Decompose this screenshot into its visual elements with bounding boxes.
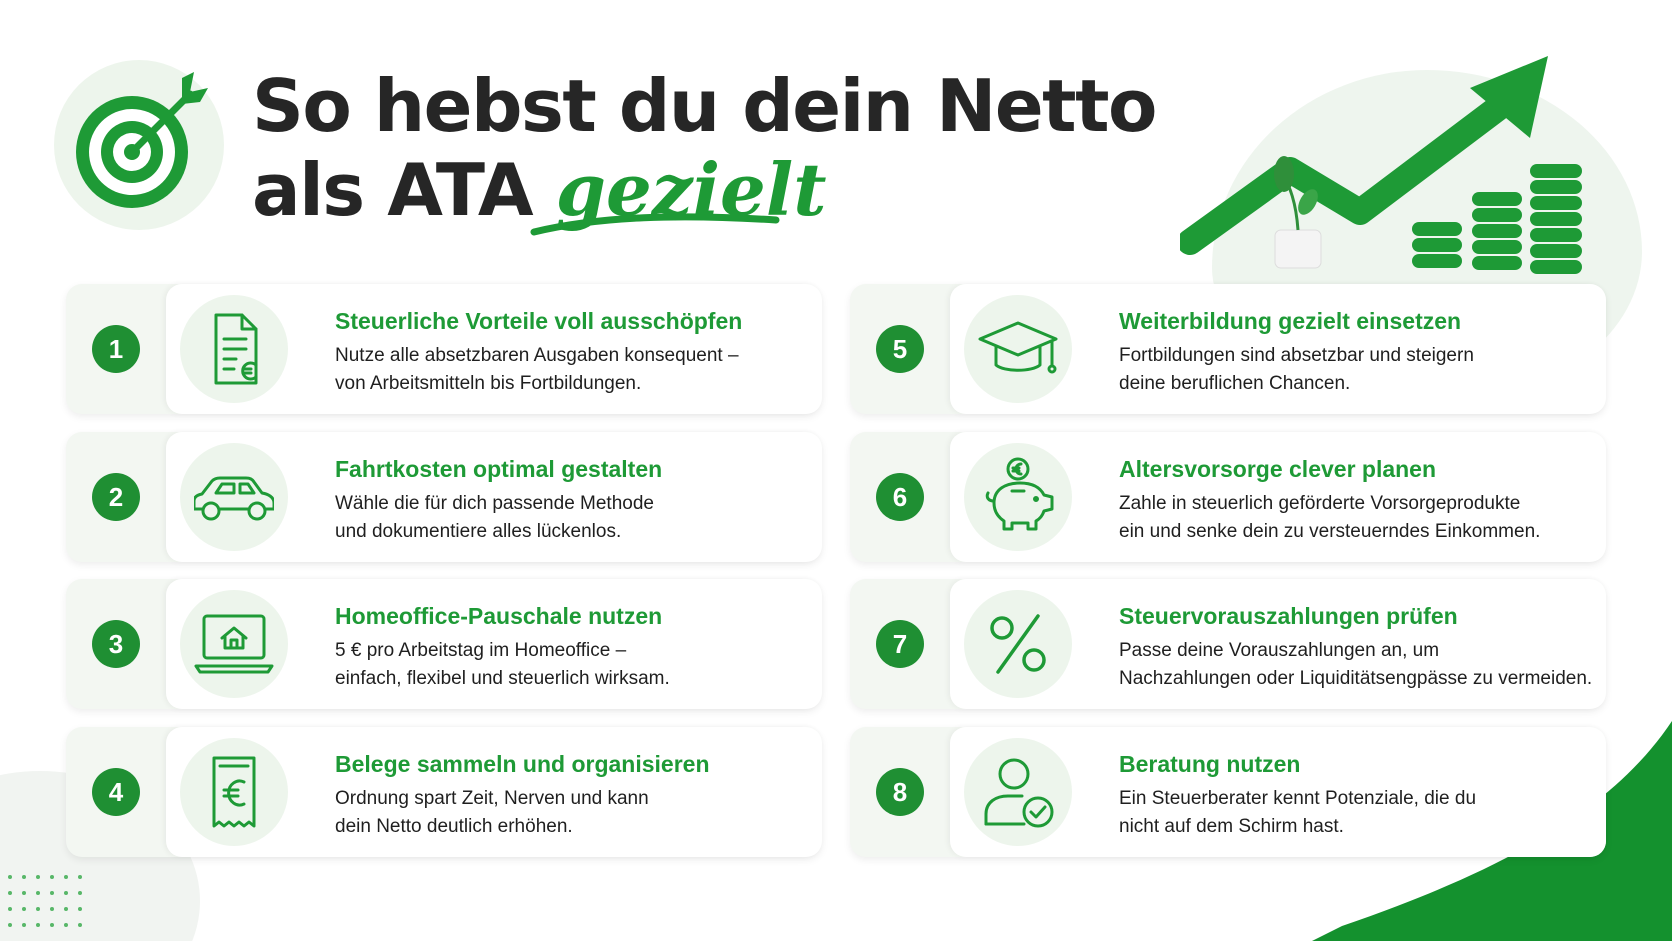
tip-title: Steuervorauszahlungen prüfen	[1119, 603, 1458, 629]
tip-number-badge: 8	[876, 768, 924, 816]
percent-icon	[964, 590, 1072, 698]
tip-description-line-1: Zahle in steuerlich geförderte Vorsorgeprodukte	[1119, 493, 1521, 514]
tip-description	[335, 785, 649, 841]
tip-card-body	[166, 284, 822, 414]
euro-receipt-icon	[180, 738, 288, 846]
tip-card-8	[850, 727, 1606, 857]
tip-description	[1119, 342, 1474, 398]
tip-description-line-1: Ordnung spart Zeit, Nerven und kann	[335, 788, 649, 809]
tip-description	[335, 342, 739, 398]
tip-description-line-2: und dokumentiere alles lückenlos.	[335, 521, 622, 542]
tip-title: Homeoffice-Pauschale nutzen	[335, 603, 663, 629]
tip-number-badge: 2	[92, 473, 140, 521]
title-line-1: So hebst du dein Netto	[252, 64, 1156, 148]
tip-card-3	[66, 579, 822, 709]
advisor-check-icon	[964, 738, 1072, 846]
page-title	[252, 64, 1156, 232]
tip-description-line-2: nicht auf dem Schirm hast.	[1119, 816, 1344, 837]
tip-card-body	[166, 432, 822, 562]
tip-description-line-2: von Arbeitsmitteln bis Fortbildungen.	[335, 373, 642, 394]
tip-description-line-2: einfach, flexibel und steuerlich wirksam.	[335, 668, 670, 689]
tip-card-5	[850, 284, 1606, 414]
piggy-bank-icon	[964, 443, 1072, 551]
accent-underline	[530, 210, 780, 240]
tip-card-4	[66, 727, 822, 857]
tip-card-body	[166, 579, 822, 709]
growth-chart-illustration	[1180, 52, 1620, 282]
target-badge	[54, 60, 224, 230]
tip-number-badge: 4	[92, 768, 140, 816]
tip-description-line-1: Passe deine Vorauszahlungen an, um	[1119, 640, 1440, 661]
tip-card-body	[950, 432, 1606, 562]
tip-title: Steuerliche Vorteile voll ausschöpfen	[335, 308, 743, 334]
title-line-2-text: als ATA	[252, 148, 533, 232]
tip-description	[335, 637, 670, 693]
tip-description-line-1: Nutze alle absetzbaren Ausgaben konsequent –	[335, 345, 739, 366]
tip-description-line-2: Nachzahlungen oder Liquiditätsengpässe zu vermeiden.	[1119, 668, 1593, 689]
tip-description-line-2: dein Netto deutlich erhöhen.	[335, 816, 573, 837]
car-icon	[180, 443, 288, 551]
tip-number-badge: 1	[92, 325, 140, 373]
tip-description-line-1: Fortbildungen sind absetzbar und steigern	[1119, 345, 1474, 366]
tip-card-body	[950, 727, 1606, 857]
tip-description-line-2: ein und senke dein zu versteuerndes Einkommen.	[1119, 521, 1541, 542]
tax-document-icon	[180, 295, 288, 403]
laptop-home-icon	[180, 590, 288, 698]
tip-card-1	[66, 284, 822, 414]
tip-description	[1119, 637, 1592, 693]
tip-card-6	[850, 432, 1606, 562]
title-accent: gezielt	[555, 147, 827, 232]
tip-description	[1119, 490, 1540, 546]
dot-pattern-decoration	[4, 867, 84, 927]
tip-title: Fahrtkosten optimal gestalten	[335, 456, 663, 482]
tip-number-badge: 3	[92, 620, 140, 668]
tip-card-7	[850, 579, 1606, 709]
tip-title: Weiterbildung gezielt einsetzen	[1119, 308, 1462, 334]
tip-title: Beratung nutzen	[1119, 751, 1301, 777]
tip-description	[335, 490, 654, 546]
tip-card-body	[166, 727, 822, 857]
tip-card-body	[950, 284, 1606, 414]
tip-number-badge: 5	[876, 325, 924, 373]
tip-number-badge: 7	[876, 620, 924, 668]
tip-card-body	[950, 579, 1606, 709]
tip-number-badge: 6	[876, 473, 924, 521]
tip-title: Belege sammeln und organisieren	[335, 751, 710, 777]
tip-description-line-1: 5 € pro Arbeitstag im Homeoffice –	[335, 640, 627, 661]
tip-description-line-2: deine beruflichen Chancen.	[1119, 373, 1351, 394]
tip-title: Altersvorsorge clever planen	[1119, 456, 1437, 482]
tip-description-line-1: Wähle die für dich passende Methode	[335, 493, 654, 514]
graduation-cap-icon	[964, 295, 1072, 403]
target-arrow-icon	[72, 68, 212, 218]
tip-description	[1119, 785, 1476, 841]
tip-description-line-1: Ein Steuerberater kennt Potenziale, die du	[1119, 788, 1477, 809]
tip-card-2	[66, 432, 822, 562]
